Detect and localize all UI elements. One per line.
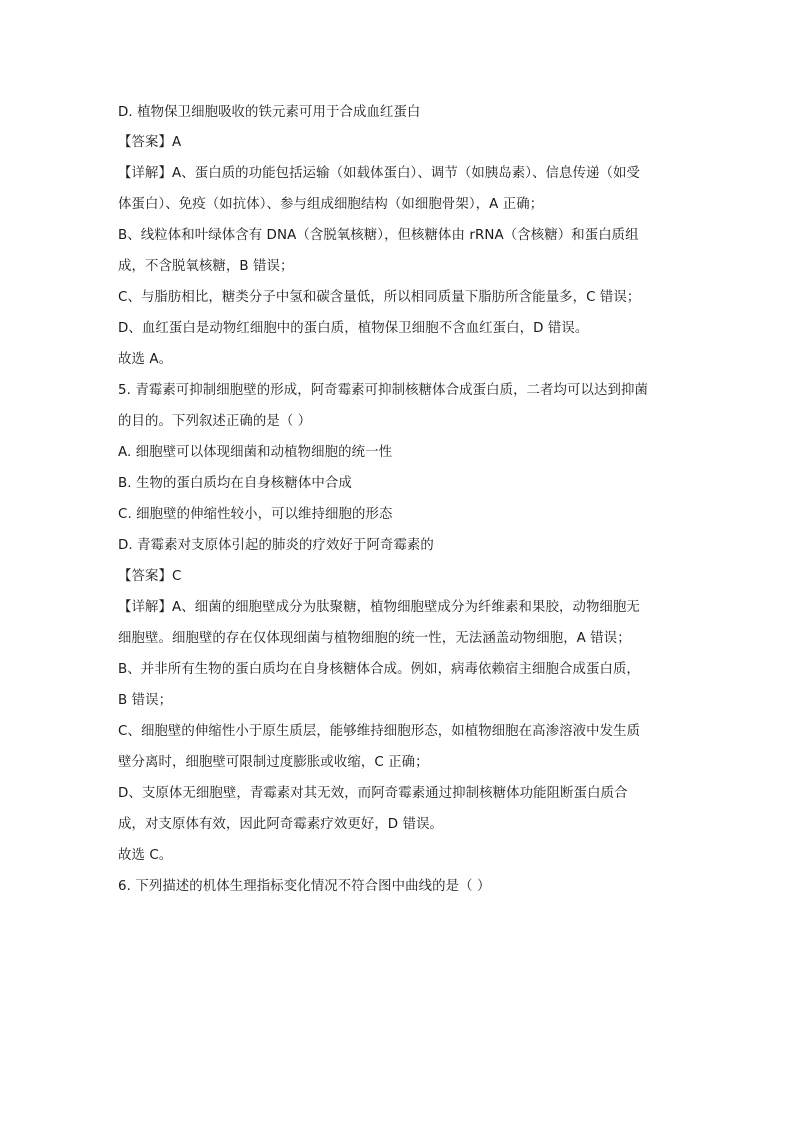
q4-explain-line: D、血红蛋白是动物红细胞中的蛋白质，植物保卫细胞不含血红蛋白，D 错误。 — [118, 321, 589, 336]
q6-stem: 6. 下列描述的机体生理指标变化情况不符合图中曲线的是（ ） — [118, 879, 491, 894]
q5-option-b: B. 生物的蛋白质均在自身核糖体中合成 — [118, 476, 352, 491]
q5-option-c: C. 细胞壁的伸缩性较小，可以维持细胞的形态 — [118, 507, 393, 522]
q4-explain-line: B、线粒体和叶绿体含有 DNA（含脱氧核糖），但核糖体由 rRNA（含核糖）和蛋白质组 — [118, 228, 639, 243]
q5-explain-line: 细胞壁。细胞壁的存在仅体现细菌与植物细胞的统一性，无法涵盖动物细胞，A 错误； — [118, 631, 631, 646]
q5-conclusion: 故选 C。 — [118, 848, 173, 863]
q5-option-d: D. 青霉素对支原体引起的肺炎的疗效好于阿奇霉素的 — [118, 538, 434, 553]
q4-explain-line: 体蛋白）、免疫（如抗体）、参与组成细胞结构（如细胞骨架），A 正确； — [118, 197, 544, 212]
q5-answer: 【答案】C — [118, 569, 182, 584]
q4-answer: 【答案】A — [118, 135, 182, 150]
q4-explain-line: 【详解】A、蛋白质的功能包括运输（如载体蛋白）、调节（如胰岛素）、信息传递（如受 — [118, 166, 640, 181]
q5-explain-line: 成，对支原体有效，因此阿奇霉素疗效更好，D 错误。 — [118, 817, 444, 832]
q5-explain-line: D、支原体无细胞壁，青霉素对其无效，而阿奇霉素通过抑制核糖体功能阻断蛋白质合 — [118, 786, 628, 801]
q5-explain-line: 壁分离时，细胞壁可限制过度膨胀或收缩，C 正确； — [118, 755, 429, 770]
q5-explain-line: 【详解】A、细菌的细胞壁成分为肽聚糖，植物细胞壁成分为纤维素和果胶，动物细胞无 — [118, 600, 640, 615]
q4-explain-line: C、与脂肪相比，糖类分子中氢和碳含量低，所以相同质量下脂肪所含能量多，C 错误； — [118, 290, 641, 305]
q4-conclusion: 故选 A。 — [118, 352, 173, 367]
q4-explain-line: 成，不含脱氧核糖，B 错误； — [118, 259, 294, 274]
q5-option-a: A. 细胞壁可以体现细菌和动植物细胞的统一性 — [118, 445, 393, 460]
q5-explain-line: B 错误； — [118, 693, 173, 708]
q4-option-d: D. 植物保卫细胞吸收的铁元素可用于合成血红蛋白 — [118, 105, 421, 120]
q5-stem-line: 的目的。下列叙述正确的是（ ） — [118, 414, 312, 429]
q5-stem-line: 5. 青霉素可抑制细胞壁的形成，阿奇霉素可抑制核糖体合成蛋白质，二者均可以达到抑菌 — [118, 383, 648, 398]
q5-explain-line: B、并非所有生物的蛋白质均在自身核糖体合成。例如，病毒依赖宿主细胞合成蛋白质， — [118, 662, 640, 677]
q5-explain-line: C、细胞壁的伸缩性小于原生质层，能够维持细胞形态，如植物细胞在高渗溶液中发生质 — [118, 724, 641, 739]
